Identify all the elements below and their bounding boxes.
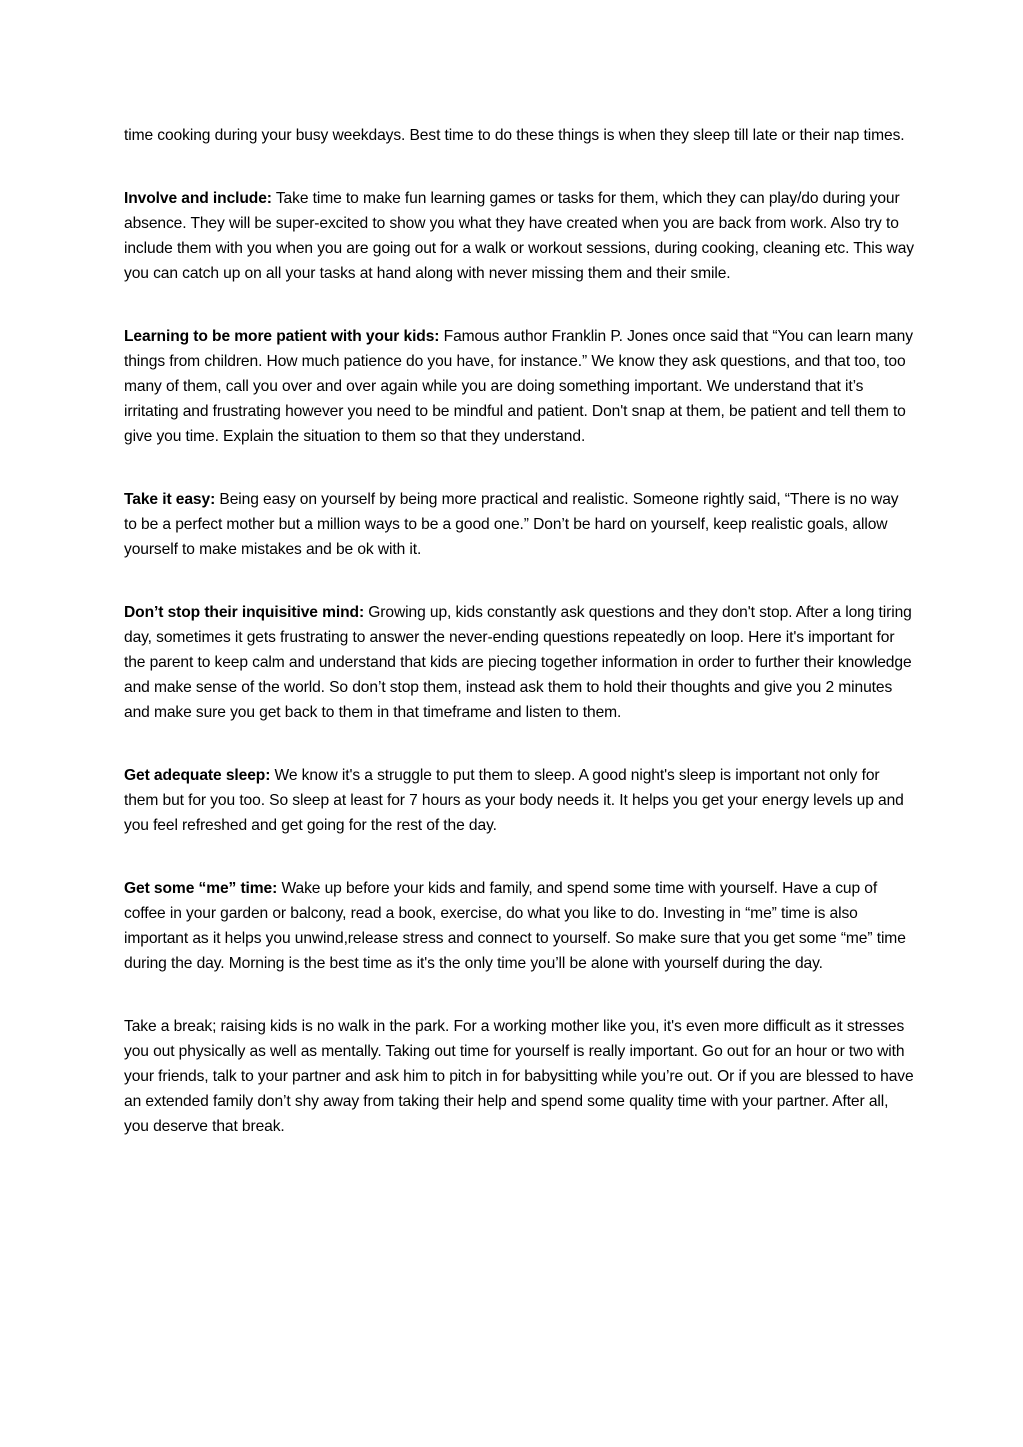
paragraph-take-it-easy <box>124 487 914 562</box>
paragraph-intro-continuation <box>124 123 914 148</box>
paragraph-heading: Get some “me” time: <box>124 880 278 897</box>
paragraph-be-patient <box>124 324 914 449</box>
paragraph-heading: Learning to be more patient with your kids: <box>124 328 440 345</box>
paragraph-text: Wake up before your kids and family, and spend some time with yourself. Have a cup of coffee in your garden or balcony, read a book, exercise, do what you like to do. Investing in “me” time is also important as it helps you unwind,release stress and connect to yourself. So make sure that you get some “me” time during the day. Morning is the best time as it's the only time you’ll be alone with yourself during the day. <box>124 880 906 972</box>
paragraph-me-time <box>124 876 914 976</box>
paragraph-inquisitive-mind <box>124 600 914 725</box>
paragraph-text: Take time to make fun learning games or tasks for them, which they can play/do during your absence. They will be super-excited to show you what they have created when you are back from work. Also try to include them with you when you are going out for a walk or workout sessions, during cooking, cleaning etc. This way you can catch up on all your tasks at hand along with never missing them and their smile. <box>124 190 914 282</box>
paragraph-text: Take a break; raising kids is no walk in the park. For a working mother like you, it's even more difficult as it stresses you out physically as well as mentally. Taking out time for yourself is really important. Go out for an hour or two with your friends, talk to your partner and ask him to pitch in for babysitting while you’re out. Or if you are blessed to have an extended family don’t shy away from taking their help and spend some quality time with your partner. After all, you deserve that break. <box>124 1018 914 1135</box>
paragraph-take-a-break <box>124 1014 914 1139</box>
paragraph-heading: Don’t stop their inquisitive mind: <box>124 604 365 621</box>
paragraph-heading: Get adequate sleep: <box>124 767 271 784</box>
paragraph-text: Famous author Franklin P. Jones once said that “You can learn many things from children. How much patience do you have, for instance.” We know they ask questions, and that too, too many of them, call you over and over again while you are doing something important. We understand that it’s irritating and frustrating however you need to be mindful and patient. Don't snap at them, be patient and tell them to give you time. Explain the situation to them so that they understand. <box>124 328 913 445</box>
paragraph-text: Growing up, kids constantly ask questions and they don't stop. After a long tiring day, sometimes it gets frustrating to answer the never-ending questions repeatedly on loop. Here it's important for the parent to keep calm and understand that kids are piecing together information in order to further their knowledge and make sense of the world. So don’t stop them, instead ask them to hold their thoughts and give you 2 minutes and make sure you get back to them in that timeframe and listen to them. <box>124 604 912 721</box>
paragraph-text: Being easy on yourself by being more practical and realistic. Someone rightly said, “There is no way to be a perfect mother but a million ways to be a good one.” Don’t be hard on yourself, keep realistic goals, allow yourself to make mistakes and be ok with it. <box>124 491 899 558</box>
document-page <box>124 123 914 1177</box>
paragraph-text: We know it's a struggle to put them to sleep. A good night's sleep is important not only for them but for you too. So sleep at least for 7 hours as your body needs it. It helps you get your energy levels up and you feel refreshed and get going for the rest of the day. <box>124 767 904 834</box>
paragraph-heading: Involve and include: <box>124 190 272 207</box>
paragraph-involve-and-include <box>124 186 914 286</box>
paragraph-heading: Take it easy: <box>124 491 216 508</box>
paragraph-text: time cooking during your busy weekdays. Best time to do these things is when they sleep till late or their nap times. <box>124 127 905 144</box>
paragraph-adequate-sleep <box>124 763 914 838</box>
